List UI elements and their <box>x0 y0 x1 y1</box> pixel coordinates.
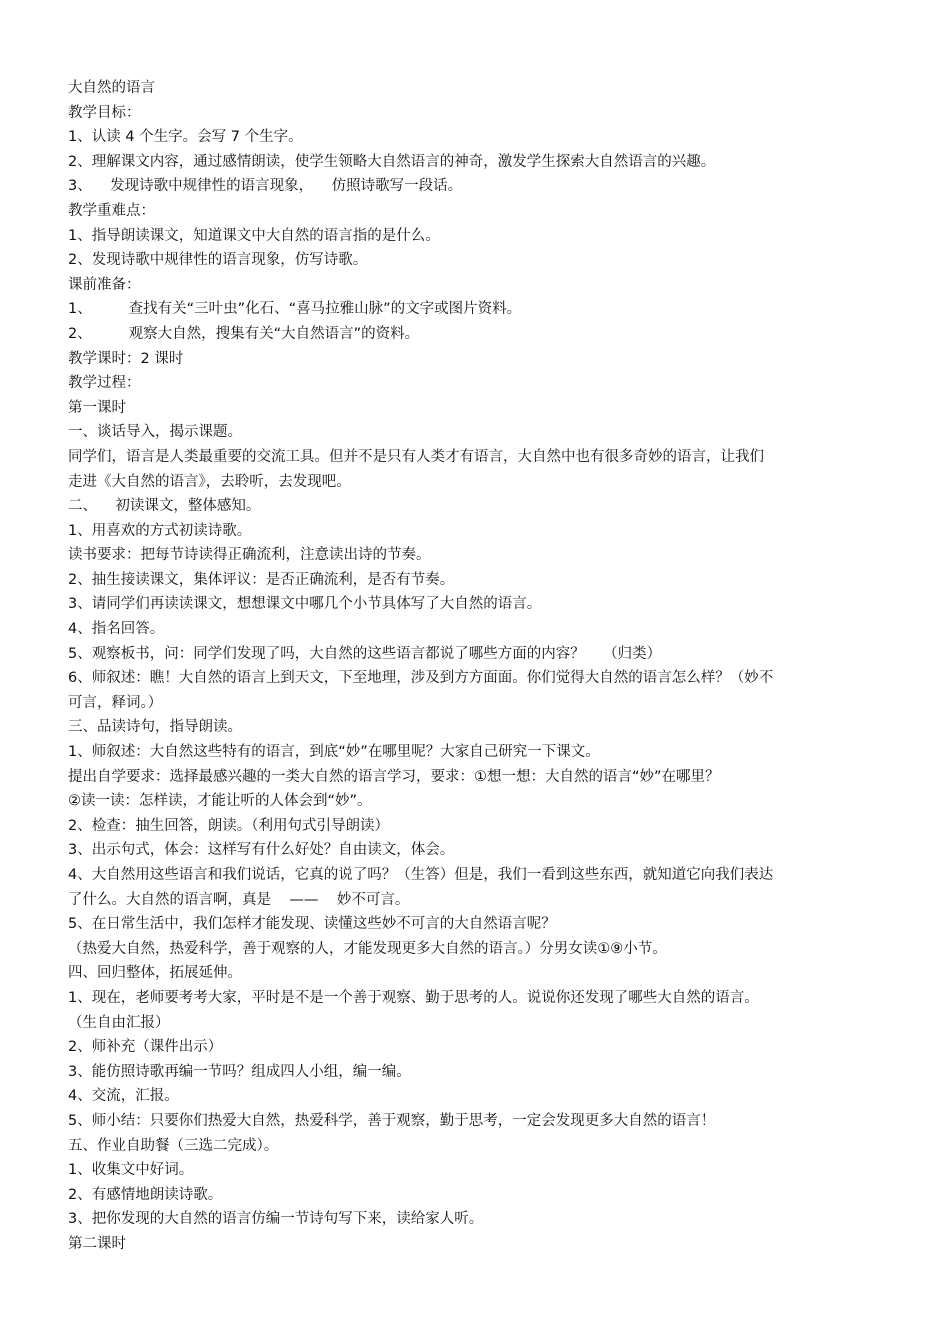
text-line: 3、把你发现的大自然的语言仿编一节诗句写下来，读给家人听。 <box>68 1211 484 1228</box>
text-line: 1、 查找有关“三叶虫”化石、“喜马拉雅山脉”的文字或图片资料。 <box>68 301 522 318</box>
section-heading-key-points: 教学重难点： <box>68 202 155 219</box>
text-line: ②读一读：怎样读，才能让听的人体会到“妙”。 <box>68 793 372 810</box>
text-line: 2、发现诗歌中规律性的语言现象，仿写诗歌。 <box>68 252 368 269</box>
text-line: 5、在日常生活中，我们怎样才能发现、读懂这些妙不可言的大自然语言呢？ <box>68 916 556 933</box>
text-line: 了什么。大自然的语言啊，真是 —— 妙不可言。 <box>68 891 410 908</box>
text-line: （热爱大自然，热爱科学，善于观察的人，才能发现更多大自然的语言。）分男女读①⑨小节。 <box>68 940 667 957</box>
text-line: 2、理解课文内容，通过感情朗读，使学生领略大自然语言的神奇，激发学生探索大自然语言的兴趣。 <box>68 153 716 170</box>
text-line: 4、大自然用这些语言和我们说话，它真的说了吗？（生答）但是，我们一看到这些东西，就知道它向我们表达 <box>68 867 774 883</box>
text-line: 2、有感情地朗读诗歌。 <box>68 1186 223 1203</box>
text-line: 4、指名回答。 <box>68 621 165 638</box>
text-line: 读书要求：把每节诗读得正确流利，注意读出诗的节奏。 <box>68 547 431 564</box>
text-line: 提出自学要求：选择最感兴趣的一类大自然的语言学习，要求：①想一想：大自然的语言“妙”在哪里？ <box>68 768 720 785</box>
document-title: 大自然的语言 <box>68 80 155 96</box>
text-line: 3、出示句式，体会：这样写有什么好处？自由读文，体会。 <box>68 842 455 859</box>
text-line: 3、请同学们再读读课文，想想课文中哪几个小节具体写了大自然的语言。 <box>68 596 542 613</box>
section-heading-teaching-goals: 教学目标： <box>68 104 141 121</box>
document-body <box>68 76 888 1257</box>
text-line: 2、师补充（课件出示） <box>68 1039 223 1056</box>
text-line: 可言，释词。） <box>68 694 163 711</box>
section-heading-preparation: 课前准备： <box>68 276 141 293</box>
text-line: 1、收集文中好词。 <box>68 1162 194 1179</box>
step-heading: 五、作业自助餐（三选二完成）。 <box>68 1137 279 1154</box>
text-line: 1、指导朗读课文，知道课文中大自然的语言指的是什么。 <box>68 227 440 244</box>
lesson-heading-second: 第二课时 <box>68 1235 126 1252</box>
text-line: 2、 观察大自然，搜集有关“大自然语言”的资料。 <box>68 325 420 342</box>
text-line: 1、现在，老师要考考大家，平时是不是一个善于观察、勤于思考的人。说说你还发现了哪些大自然的语言。 <box>68 989 759 1006</box>
text-line: 1、认读 4 个生字。会写 7 个生字。 <box>68 129 303 146</box>
text-line: 5、观察板书，问：同学们发现了吗，大自然的这些语言都说了哪些方面的内容？ （归类） <box>68 645 662 662</box>
text-line: 3、 发现诗歌中规律性的语言现象， 仿照诗歌写一段话。 <box>68 178 463 195</box>
text-line: 6、师叙述：瞧！大自然的语言上到天文，下至地理，涉及到方方面面。你们觉得大自然的语言怎么样？（妙不 <box>68 670 774 687</box>
text-line: 同学们，语言是人类最重要的交流工具。但并不是只有人类才有语言，大自然中也有很多奇妙的语言，让我们 <box>68 448 764 465</box>
text-line: 2、检查：抽生回答，朗读。（利用句式引导朗读） <box>68 817 389 834</box>
text-line: 2、抽生接读课文，集体评议：是否正确流利，是否有节奏。 <box>68 571 455 588</box>
text-line: 4、交流，汇报。 <box>68 1088 179 1105</box>
lesson-heading-first: 第一课时 <box>68 399 126 416</box>
text-line: 走进《大自然的语言》，去聆听，去发现吧。 <box>68 473 351 490</box>
text-line: 5、师小结：只要你们热爱大自然，热爱科学，善于观察，勤于思考，一定会发现更多大自然的语言！ <box>68 1112 716 1129</box>
step-heading: 三、品读诗句，指导朗读。 <box>68 719 242 736</box>
step-heading: 一、谈话导入，揭示课题。 <box>68 424 242 441</box>
text-line: 3、能仿照诗歌再编一节吗？组成四人小组，编一编。 <box>68 1063 411 1080</box>
step-heading: 二、 初读课文，整体感知。 <box>68 498 261 515</box>
text-line: （生自由汇报） <box>68 1014 170 1031</box>
step-heading: 四、回归整体，拓展延伸。 <box>68 965 242 982</box>
text-line: 1、用喜欢的方式初读诗歌。 <box>68 522 252 539</box>
text-line: 教学课时：2 课时 <box>68 350 184 367</box>
section-heading-process: 教学过程： <box>68 375 141 392</box>
text-line: 1、师叙述：大自然这些特有的语言，到底“妙”在哪里呢？大家自己研究一下课文。 <box>68 744 600 761</box>
